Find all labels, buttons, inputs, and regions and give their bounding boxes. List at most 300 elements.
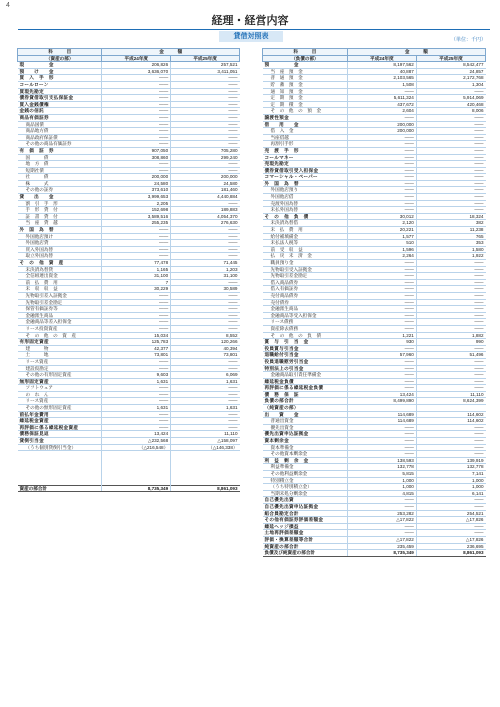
row-label: 外国他店貸 — [18, 240, 102, 247]
table-row — [18, 431, 240, 438]
row-label: 普通出資金 — [263, 418, 348, 425]
curr-year-value: △17,826 — [416, 536, 485, 543]
curr-year-value: ―― — [171, 108, 240, 115]
table-row — [263, 352, 486, 359]
table-row — [18, 424, 240, 431]
table-row — [263, 154, 486, 161]
liabilities-table — [262, 48, 486, 557]
prev-year-value: 1,596 — [347, 246, 416, 253]
row-label: 外国他店借 — [263, 194, 348, 201]
prev-year-value: 308,860 — [102, 154, 171, 161]
prev-year-value: 30,012 — [347, 213, 416, 220]
prev-year-value: ―― — [347, 134, 416, 141]
prev-year-value: 20,221 — [347, 227, 416, 234]
curr-year-value: ―― — [171, 134, 240, 141]
row-label: 買現先勘定 — [18, 88, 102, 95]
curr-year-value: 114,602 — [416, 418, 485, 425]
category-header: （負債の部） — [263, 55, 348, 62]
prev-year-value: ―― — [347, 365, 416, 372]
table-row — [18, 180, 240, 187]
curr-year-value: ―― — [416, 141, 485, 148]
curr-year-value: 5,914,069 — [416, 95, 485, 102]
prev-year-value: ―― — [347, 358, 416, 365]
prev-year-value: 13,424 — [347, 391, 416, 398]
curr-year-value: 1,580 — [416, 246, 485, 253]
table-row — [18, 378, 240, 385]
curr-year-value: ―― — [416, 207, 485, 214]
row-label: （うち特別積立金） — [263, 484, 348, 491]
row-label: 金融商品取引責任準備金 — [263, 372, 348, 379]
row-label: コールローン — [18, 81, 102, 88]
row-label: 貸倒引当金 — [18, 438, 102, 445]
table-row — [263, 194, 486, 201]
row-label: 借 入 金 — [263, 128, 348, 135]
table-row — [18, 108, 240, 115]
curr-year-value: ―― — [416, 358, 485, 365]
row-label: 商品政府保証債 — [18, 134, 102, 141]
curr-year-value: ―― — [416, 503, 485, 510]
table-row — [18, 398, 240, 405]
row-label: 売付商品債券 — [263, 292, 348, 299]
subject-header: 科 目 — [18, 49, 102, 56]
curr-year-value: ―― — [416, 385, 485, 392]
page-number: 4 — [6, 2, 10, 9]
row-label: 売現先勘定 — [263, 161, 348, 168]
table-row — [263, 398, 486, 405]
prev-year-value: ―― — [347, 345, 416, 352]
curr-year-value: ―― — [416, 497, 485, 504]
table-row — [18, 286, 240, 293]
prev-year-value: ―― — [347, 431, 416, 438]
curr-year-value: ―― — [416, 279, 485, 286]
prev-year-value: ―― — [102, 88, 171, 95]
prev-year-value: ―― — [347, 299, 416, 306]
row-label: 無形固定資産 — [18, 378, 102, 385]
row-label: 商品有価証券 — [18, 114, 102, 121]
table-row — [18, 62, 240, 69]
row-label: 出 資 金 — [263, 411, 348, 418]
curr-year-value: 73,801 — [171, 352, 240, 359]
table-row — [18, 246, 240, 253]
table-row — [18, 319, 240, 326]
curr-year-value: ―― — [171, 319, 240, 326]
table-row — [263, 227, 486, 234]
curr-year-value: ―― — [416, 273, 485, 280]
row-label: その他の商品有価証券 — [18, 141, 102, 148]
row-label: （うち個別貸倒引当金） — [18, 444, 102, 451]
curr-year-value: 2,172,768 — [416, 75, 485, 82]
table-row — [18, 227, 240, 234]
curr-year-value: ―― — [171, 418, 240, 425]
prev-year-value: 15,034 — [102, 332, 171, 339]
prev-year-value: 42,377 — [102, 345, 171, 352]
curr-year-value: ―― — [416, 523, 485, 530]
prev-year-value: 1,577 — [347, 233, 416, 240]
curr-year-value: ―― — [171, 365, 240, 372]
table-row — [18, 418, 240, 425]
table-row — [263, 121, 486, 128]
curr-year-value: 6,069 — [171, 372, 240, 379]
prev-year-value: ―― — [347, 451, 416, 458]
row-label: 売 渡 手 形 — [263, 147, 348, 154]
row-label: 資産の部合計 — [18, 485, 102, 492]
curr-year-value: 120,266 — [171, 339, 240, 346]
curr-year-value: 1,000 — [416, 477, 485, 484]
row-label: 有形固定資産 — [18, 339, 102, 346]
curr-year-value: 132,778 — [416, 464, 485, 471]
table-row — [18, 405, 240, 412]
curr-year-value: ―― — [416, 431, 485, 438]
table-row — [18, 68, 240, 75]
prev-year-value: 138,593 — [347, 457, 416, 464]
row-label: 外国他店預け — [18, 233, 102, 240]
curr-year-value: 7,141 — [416, 471, 485, 478]
table-row — [18, 154, 240, 161]
curr-year-value: ―― — [416, 88, 485, 95]
curr-year-value: 24,580 — [171, 180, 240, 187]
prev-year-value: ―― — [102, 128, 171, 135]
table-row — [18, 411, 240, 418]
table-row — [263, 167, 486, 174]
prev-year-value: 930 — [347, 339, 416, 346]
prev-year-value: ―― — [347, 319, 416, 326]
curr-year-value: ―― — [171, 200, 240, 207]
prev-year-value: ―― — [347, 306, 416, 313]
curr-year-value: ―― — [416, 167, 485, 174]
table-row — [18, 240, 240, 247]
prev-year-value: ―― — [347, 325, 416, 332]
table-row — [263, 543, 486, 550]
table-row — [263, 358, 486, 365]
row-label: 未払法人税等 — [263, 240, 348, 247]
prev-year-value: 5,611,324 — [347, 95, 416, 102]
curr-year-value: 51,496 — [416, 352, 485, 359]
subject-header: 科 目 — [263, 49, 348, 56]
prev-year-value: ―― — [102, 312, 171, 319]
row-label: 売渡外国為替 — [263, 200, 348, 207]
table-row — [18, 187, 240, 194]
table-row — [263, 95, 486, 102]
prev-year-value: ―― — [347, 444, 416, 451]
table-row — [18, 233, 240, 240]
row-label: 資本剰余金 — [263, 438, 348, 445]
row-label: 純資産の部合計 — [263, 543, 348, 550]
row-label: リース資産 — [18, 398, 102, 405]
curr-year-value: 382 — [416, 220, 485, 227]
row-label: 利 益 剰 余 金 — [263, 457, 348, 464]
prev-year-value: ―― — [347, 266, 416, 273]
prev-year-value: 2,120 — [347, 220, 416, 227]
row-label: 前払年金費用 — [18, 411, 102, 418]
row-label: 建設仮勘定 — [18, 365, 102, 372]
table-row — [263, 266, 486, 273]
row-label: 短期社債 — [18, 167, 102, 174]
curr-year-value: ―― — [171, 75, 240, 82]
prev-year-value: 510 — [347, 240, 416, 247]
prev-year-value: 132,778 — [347, 464, 416, 471]
prev-year-value: ―― — [347, 378, 416, 385]
curr-year-value: ―― — [416, 114, 485, 121]
curr-year-value: ―― — [171, 101, 240, 108]
curr-year-value: 8,006 — [416, 108, 485, 115]
table-row — [263, 405, 486, 412]
table-row — [18, 372, 240, 379]
curr-year-value: 1,631 — [171, 405, 240, 412]
prev-year-value — [347, 405, 416, 412]
row-label: 債 務 保 証 — [263, 391, 348, 398]
prev-year-value: ―― — [102, 246, 171, 253]
row-label: 特別積立金 — [263, 477, 348, 484]
curr-year-value: ―― — [416, 444, 485, 451]
prev-year-value: 200,000 — [102, 174, 171, 181]
prev-year-value: ―― — [347, 154, 416, 161]
table-row — [263, 292, 486, 299]
prev-year-value: 2,604 — [347, 108, 416, 115]
row-label: 自己優先出資申込証拠金 — [263, 503, 348, 510]
table-row — [263, 503, 486, 510]
table-row — [263, 477, 486, 484]
row-label: 再評価に係る繰延税金資産 — [18, 424, 102, 431]
table-row — [263, 464, 486, 471]
row-label: 普 通 預 金 — [263, 75, 348, 82]
row-label: 再評価に係る繰延税金負債 — [263, 385, 348, 392]
curr-year-value: 114,602 — [416, 411, 485, 418]
table-row — [18, 141, 240, 148]
table-row — [263, 134, 486, 141]
table-row — [263, 319, 486, 326]
table-row — [263, 161, 486, 168]
table-row — [263, 81, 486, 88]
prev-year-value: 200,000 — [347, 121, 416, 128]
curr-year-value: ―― — [416, 147, 485, 154]
curr-year-value: 181,460 — [171, 187, 240, 194]
prev-year-value: 125,783 — [102, 339, 171, 346]
row-label: 先物取引差金勘定 — [263, 273, 348, 280]
table-row — [18, 438, 240, 445]
curr-year-value: ―― — [171, 141, 240, 148]
prev-year-value: 1,165 — [102, 266, 171, 273]
prev-year-value: 24,580 — [102, 180, 171, 187]
table-row — [263, 418, 486, 425]
prev-year-value: ―― — [102, 292, 171, 299]
row-label: 優先出資申込証拠金 — [263, 431, 348, 438]
row-label: 未 収 収 益 — [18, 286, 102, 293]
prev-year-value: ―― — [347, 174, 416, 181]
row-label: そ の 他 負 債 — [263, 213, 348, 220]
row-label: （純資産の部） — [263, 405, 348, 412]
table-row — [18, 325, 240, 332]
prev-year-value: 8,735,349 — [102, 485, 171, 492]
prev-year-value: 2,264 — [347, 253, 416, 260]
row-label: その他有価証券評価差額金 — [263, 517, 348, 524]
row-label: 未決済為替貸 — [18, 266, 102, 273]
prev-year-value: ―― — [347, 424, 416, 431]
table-row — [263, 345, 486, 352]
table-row — [263, 279, 486, 286]
curr-year-value: 4,440,884 — [171, 194, 240, 201]
prev-year-value: 907,050 — [102, 147, 171, 154]
table-row — [18, 200, 240, 207]
curr-year-value: 1,882 — [416, 332, 485, 339]
table-row — [18, 358, 240, 365]
curr-year-value: ―― — [171, 161, 240, 168]
prev-year-value: 73,801 — [102, 352, 171, 359]
prev-year-value: △17,822 — [347, 517, 416, 524]
prev-year-value: ―― — [102, 95, 171, 102]
table-row — [263, 207, 486, 214]
row-label: 未払外国為替 — [263, 207, 348, 214]
table-row — [18, 391, 240, 398]
table-row — [18, 101, 240, 108]
row-label: 金融商品等受入担保金 — [263, 312, 348, 319]
table-row — [263, 88, 486, 95]
row-label: そ の 他 の 負 債 — [263, 332, 348, 339]
table-row — [263, 444, 486, 451]
row-label: 未決済為替借 — [263, 220, 348, 227]
prev-year-value: 57,960 — [347, 352, 416, 359]
prev-year-value: ―― — [102, 319, 171, 326]
table-row — [18, 121, 240, 128]
table-row — [263, 220, 486, 227]
curr-year-value: ―― — [171, 128, 240, 135]
table-row — [263, 451, 486, 458]
table-row — [18, 273, 240, 280]
prev-year-value: △17,822 — [347, 536, 416, 543]
prev-year-value: ―― — [102, 227, 171, 234]
row-label: 定 期 預 金 — [263, 95, 348, 102]
curr-year-value: 8,861,093 — [171, 485, 240, 492]
curr-year-value: ―― — [171, 95, 240, 102]
prev-year-value: 5,815 — [347, 471, 416, 478]
curr-year-value: 254,521 — [416, 510, 485, 517]
section-subtitle: 貸借対照表 — [219, 31, 283, 42]
table-row — [18, 266, 240, 273]
prev-year-value: ―― — [102, 398, 171, 405]
row-label: 利益準備金 — [263, 464, 348, 471]
prev-year-value: 8,499,890 — [347, 398, 416, 405]
curr-year-value: 6,141 — [416, 490, 485, 497]
prev-year-value: ―― — [347, 273, 416, 280]
table-row — [263, 200, 486, 207]
curr-year-value: ―― — [171, 306, 240, 313]
table-row — [18, 75, 240, 82]
table-row — [263, 438, 486, 445]
curr-year-value: ―― — [171, 114, 240, 121]
table-row — [263, 62, 486, 69]
curr-year-value: ―― — [416, 345, 485, 352]
table-row — [263, 108, 486, 115]
row-label: 資本準備金 — [263, 444, 348, 451]
prev-year-value: ―― — [347, 147, 416, 154]
table-row — [263, 306, 486, 313]
curr-year-value: 71,445 — [171, 260, 240, 267]
curr-year-value: 1,922 — [416, 253, 485, 260]
curr-year-value: ―― — [171, 240, 240, 247]
curr-year-value: 705,280 — [171, 147, 240, 154]
table-row — [263, 213, 486, 220]
row-label: 債券貸借取引受入担保金 — [263, 167, 348, 174]
prev-year-value: ―― — [102, 306, 171, 313]
table-row — [18, 128, 240, 135]
curr-year-value: ―― — [416, 312, 485, 319]
table-row — [18, 279, 240, 286]
row-label: 再割引手形 — [263, 141, 348, 148]
curr-year-value: △17,826 — [416, 517, 485, 524]
table-row — [18, 213, 240, 220]
curr-year-value: ―― — [416, 292, 485, 299]
table-row — [263, 523, 486, 530]
table-row — [263, 497, 486, 504]
row-label: 金融派生商品 — [263, 306, 348, 313]
prev-year-value: 255,235 — [102, 220, 171, 227]
curr-year-value: ―― — [171, 81, 240, 88]
row-label: 先物取引差入証拠金 — [18, 292, 102, 299]
curr-year-value: ―― — [171, 167, 240, 174]
row-label: 先物取引受入証拠金 — [263, 266, 348, 273]
prev-year-value: ―― — [102, 233, 171, 240]
table-row — [18, 174, 240, 181]
row-label: 繰延税金資産 — [18, 418, 102, 425]
curr-year-value: ―― — [416, 299, 485, 306]
row-label: 商品国債 — [18, 121, 102, 128]
row-label: コールマネー — [263, 154, 348, 161]
curr-year-value: ―― — [416, 378, 485, 385]
amount-header: 金 額 — [347, 49, 485, 56]
row-label: 自己優先出資 — [263, 497, 348, 504]
row-label: その他資本剰余金 — [263, 451, 348, 458]
row-label: リース資産 — [18, 358, 102, 365]
prev-year-value: ―― — [102, 418, 171, 425]
unit-note: （単位：千円） — [450, 37, 486, 43]
table-row — [18, 385, 240, 392]
curr-year-value: ―― — [171, 88, 240, 95]
row-label: 貸 出 金 — [18, 194, 102, 201]
table-row — [263, 233, 486, 240]
curr-year-value: ―― — [416, 286, 485, 293]
table-row — [18, 95, 240, 102]
prev-year-value: ―― — [347, 372, 416, 379]
curr-year-value: 11,110 — [171, 431, 240, 438]
curr-year-value: ―― — [416, 530, 485, 537]
curr-year-value: ―― — [416, 319, 485, 326]
row-label: 預 け 金 — [18, 68, 102, 75]
curr-year-value: ―― — [416, 154, 485, 161]
prev-year-value: 2,205 — [102, 200, 171, 207]
row-label: そ の 他 の 資 産 — [18, 332, 102, 339]
curr-year-value: ―― — [171, 253, 240, 260]
prev-year-value: 373,610 — [102, 187, 171, 194]
prev-year-value: ―― — [347, 312, 416, 319]
prev-year-value: ―― — [347, 438, 416, 445]
table-row — [18, 260, 240, 267]
curr-year-value: ―― — [171, 233, 240, 240]
curr-year-value: 8,624,399 — [416, 398, 485, 405]
curr-year-value: 257,521 — [171, 62, 240, 69]
table-row — [263, 286, 486, 293]
row-label: 払 戻 未 済 金 — [263, 253, 348, 260]
table-row — [18, 167, 240, 174]
row-label: 評価・換算差額等合計 — [263, 536, 348, 543]
row-label: 全信組連出資金 — [18, 273, 102, 280]
row-label: その他利益剰余金 — [263, 471, 348, 478]
prev-year-value: ―― — [347, 503, 416, 510]
table-row — [263, 365, 486, 372]
curr-year-header: 平成25年度 — [171, 55, 240, 62]
row-label: 前 受 収 益 — [263, 246, 348, 253]
prev-year-value: ―― — [347, 530, 416, 537]
prev-year-value: 114,689 — [347, 418, 416, 425]
row-label: 保管有価証券等 — [18, 306, 102, 313]
